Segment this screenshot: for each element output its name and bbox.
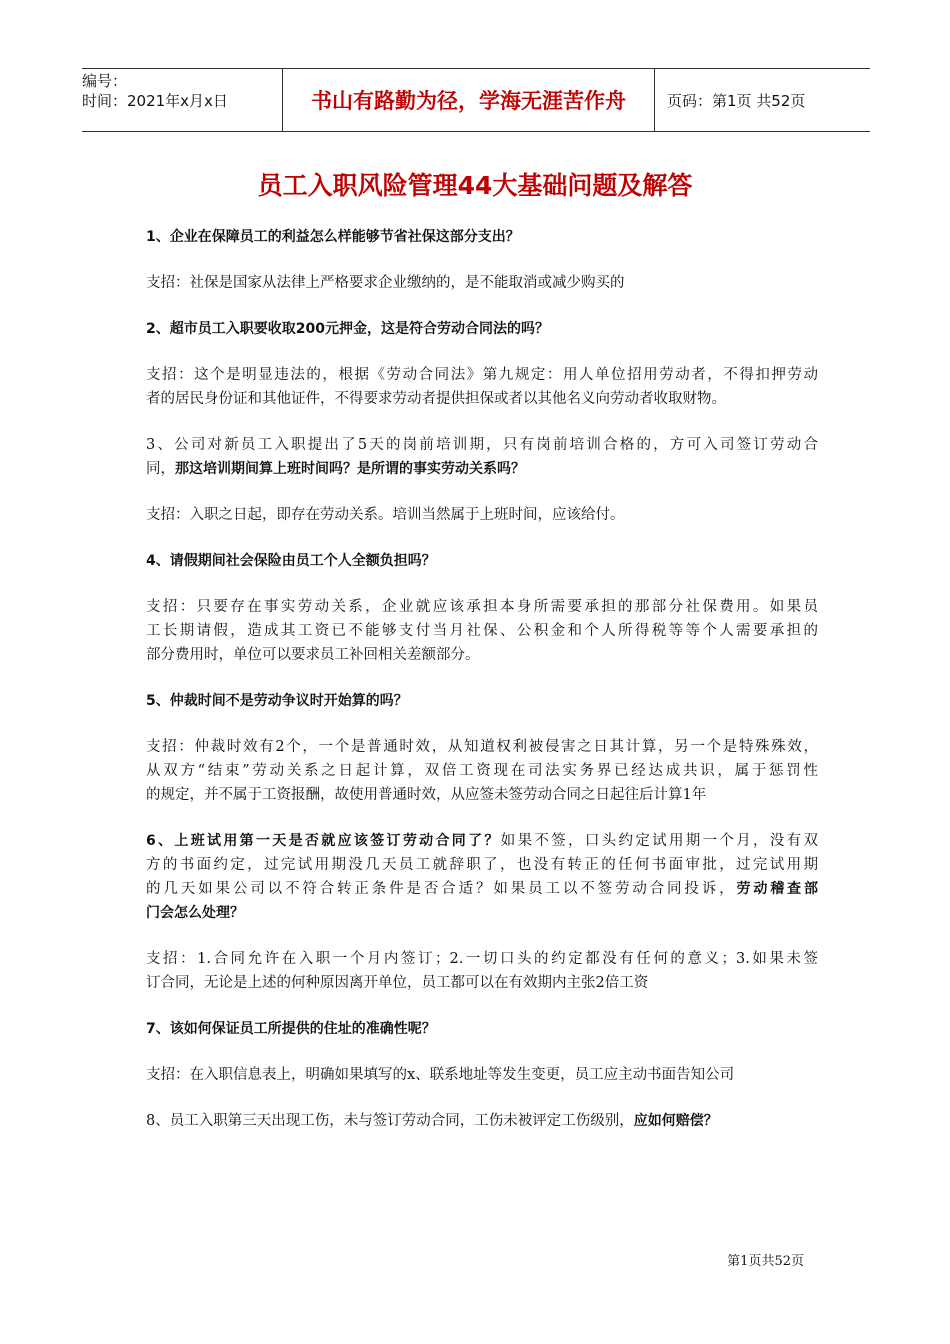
answer-1: 支招：社保是国家从法律上严格要求企业缴纳的，是不能取消或减少购买的 bbox=[146, 275, 625, 291]
question-3-line-1: 3、公司对新员工入职提出了5天的岗前培训期，只有岗前培训合格的，方可入司签订劳动合 bbox=[146, 437, 818, 453]
question-3-line-2 bbox=[146, 457, 818, 481]
question-3-prefix: 同， bbox=[146, 461, 175, 477]
question-4: 4、请假期间社会保险由员工个人全额负担吗？ bbox=[146, 553, 436, 569]
question-6-line-4: 门会怎么处理？ bbox=[146, 905, 244, 921]
question-8-bold: 应如何赔偿？ bbox=[633, 1113, 718, 1129]
question-6-line-3-text: 的几天如果公司以不符合转正条件是否合适？如果员工以不签劳动合同投诉， bbox=[146, 881, 737, 897]
question-6-rest: 如果不签，口头约定试用期一个月，没有双 bbox=[500, 833, 819, 849]
header-meta bbox=[82, 69, 282, 131]
number-label: 编号： bbox=[82, 72, 128, 90]
time-label: 时间：2021年x月x日 bbox=[82, 92, 228, 110]
question-1: 1、企业在保障员工的利益怎么样能够节省社保这部分支出？ bbox=[146, 229, 520, 245]
answer-4-line-3: 部分费用时，单位可以要求员工补回相关差额部分。 bbox=[146, 647, 480, 663]
answer-5-line-1: 支招：仲裁时效有2个，一个是普通时效，从知道权利被侵害之日其计算，另一个是特殊殊效， bbox=[146, 739, 818, 755]
question-6-line-1 bbox=[146, 829, 818, 853]
question-7: 7、该如何保证员工所提供的住址的准确性呢？ bbox=[146, 1021, 436, 1037]
answer-3: 支招：入职之日起，即存在劳动关系。培训当然属于上班时间，应该给付。 bbox=[146, 507, 625, 523]
answer-5-line-2: 从双方“结束”劳动关系之日起计算，双倍工资现在司法实务界已经达成共识，属于惩罚性 bbox=[146, 763, 818, 779]
question-8-text: 8、员工入职第三天出现工伤，未与签订劳动合同，工伤未被评定工伤级别， bbox=[146, 1113, 634, 1129]
question-3-bold: 那这培训期间算上班时间吗？是所谓的事实劳动关系吗？ bbox=[175, 461, 525, 477]
document-body bbox=[146, 225, 818, 1133]
question-8 bbox=[146, 1109, 818, 1133]
answer-2-line-1: 支招：这个是明显违法的，根据《劳动合同法》第九规定：用人单位招用劳动者，不得扣押劳动 bbox=[146, 367, 818, 383]
question-6-line-3-bold: 劳动稽查部 bbox=[736, 881, 819, 897]
answer-7: 支招：在入职信息表上，明确如果填写的x、联系地址等发生变更，员工应主动书面告知公司 bbox=[146, 1067, 735, 1083]
answer-4-line-1: 支招：只要存在事实劳动关系，企业就应该承担本身所需要承担的那部分社保费用。如果员 bbox=[146, 599, 818, 615]
document-title: 员工入职风险管理44大基础问题及解答 bbox=[257, 171, 693, 200]
answer-2-line-2: 者的居民身份证和其他证件，不得要求劳动者提供担保或者以其他名义向劳动者收取财物。 bbox=[146, 391, 726, 407]
header-motto: 书山有路勤为径，学海无涯苦作舟 bbox=[282, 69, 655, 131]
question-6-bold: 6、上班试用第一天是否就应该签订劳动合同了？ bbox=[146, 833, 501, 849]
question-6-line-2: 方的书面约定，过完试用期没几天员工就辞职了，也没有转正的任何书面审批，过完试用期 bbox=[146, 857, 818, 873]
question-2: 2、超市员工入职要收取200元押金，这是符合劳动合同法的吗？ bbox=[146, 321, 549, 337]
answer-6-line-2: 订合同，无论是上述的何种原因离开单位，员工都可以在有效期内主张2倍工资 bbox=[146, 975, 649, 991]
header-page-info: 页码：第1页 共52页 bbox=[667, 91, 806, 110]
answer-5-line-3: 的规定，并不属于工资报酬，故使用普通时效，从应签未签劳动合同之日起往后计算1年 bbox=[146, 787, 707, 803]
answer-6-line-1: 支招：1.合同允许在入职一个月内签订；2.一切口头的约定都没有任何的意义；3.如果未签 bbox=[146, 951, 818, 967]
question-5: 5、仲裁时间不是劳动争议时开始算的吗？ bbox=[146, 693, 408, 709]
page-header bbox=[82, 68, 870, 132]
question-6-line-3 bbox=[146, 877, 818, 901]
answer-4-line-2: 工长期请假，造成其工资已不能够支付当月社保、公积金和个人所得税等等个人需要承担的 bbox=[146, 623, 818, 639]
page-footer: 第1页共52页 bbox=[727, 1254, 804, 1269]
